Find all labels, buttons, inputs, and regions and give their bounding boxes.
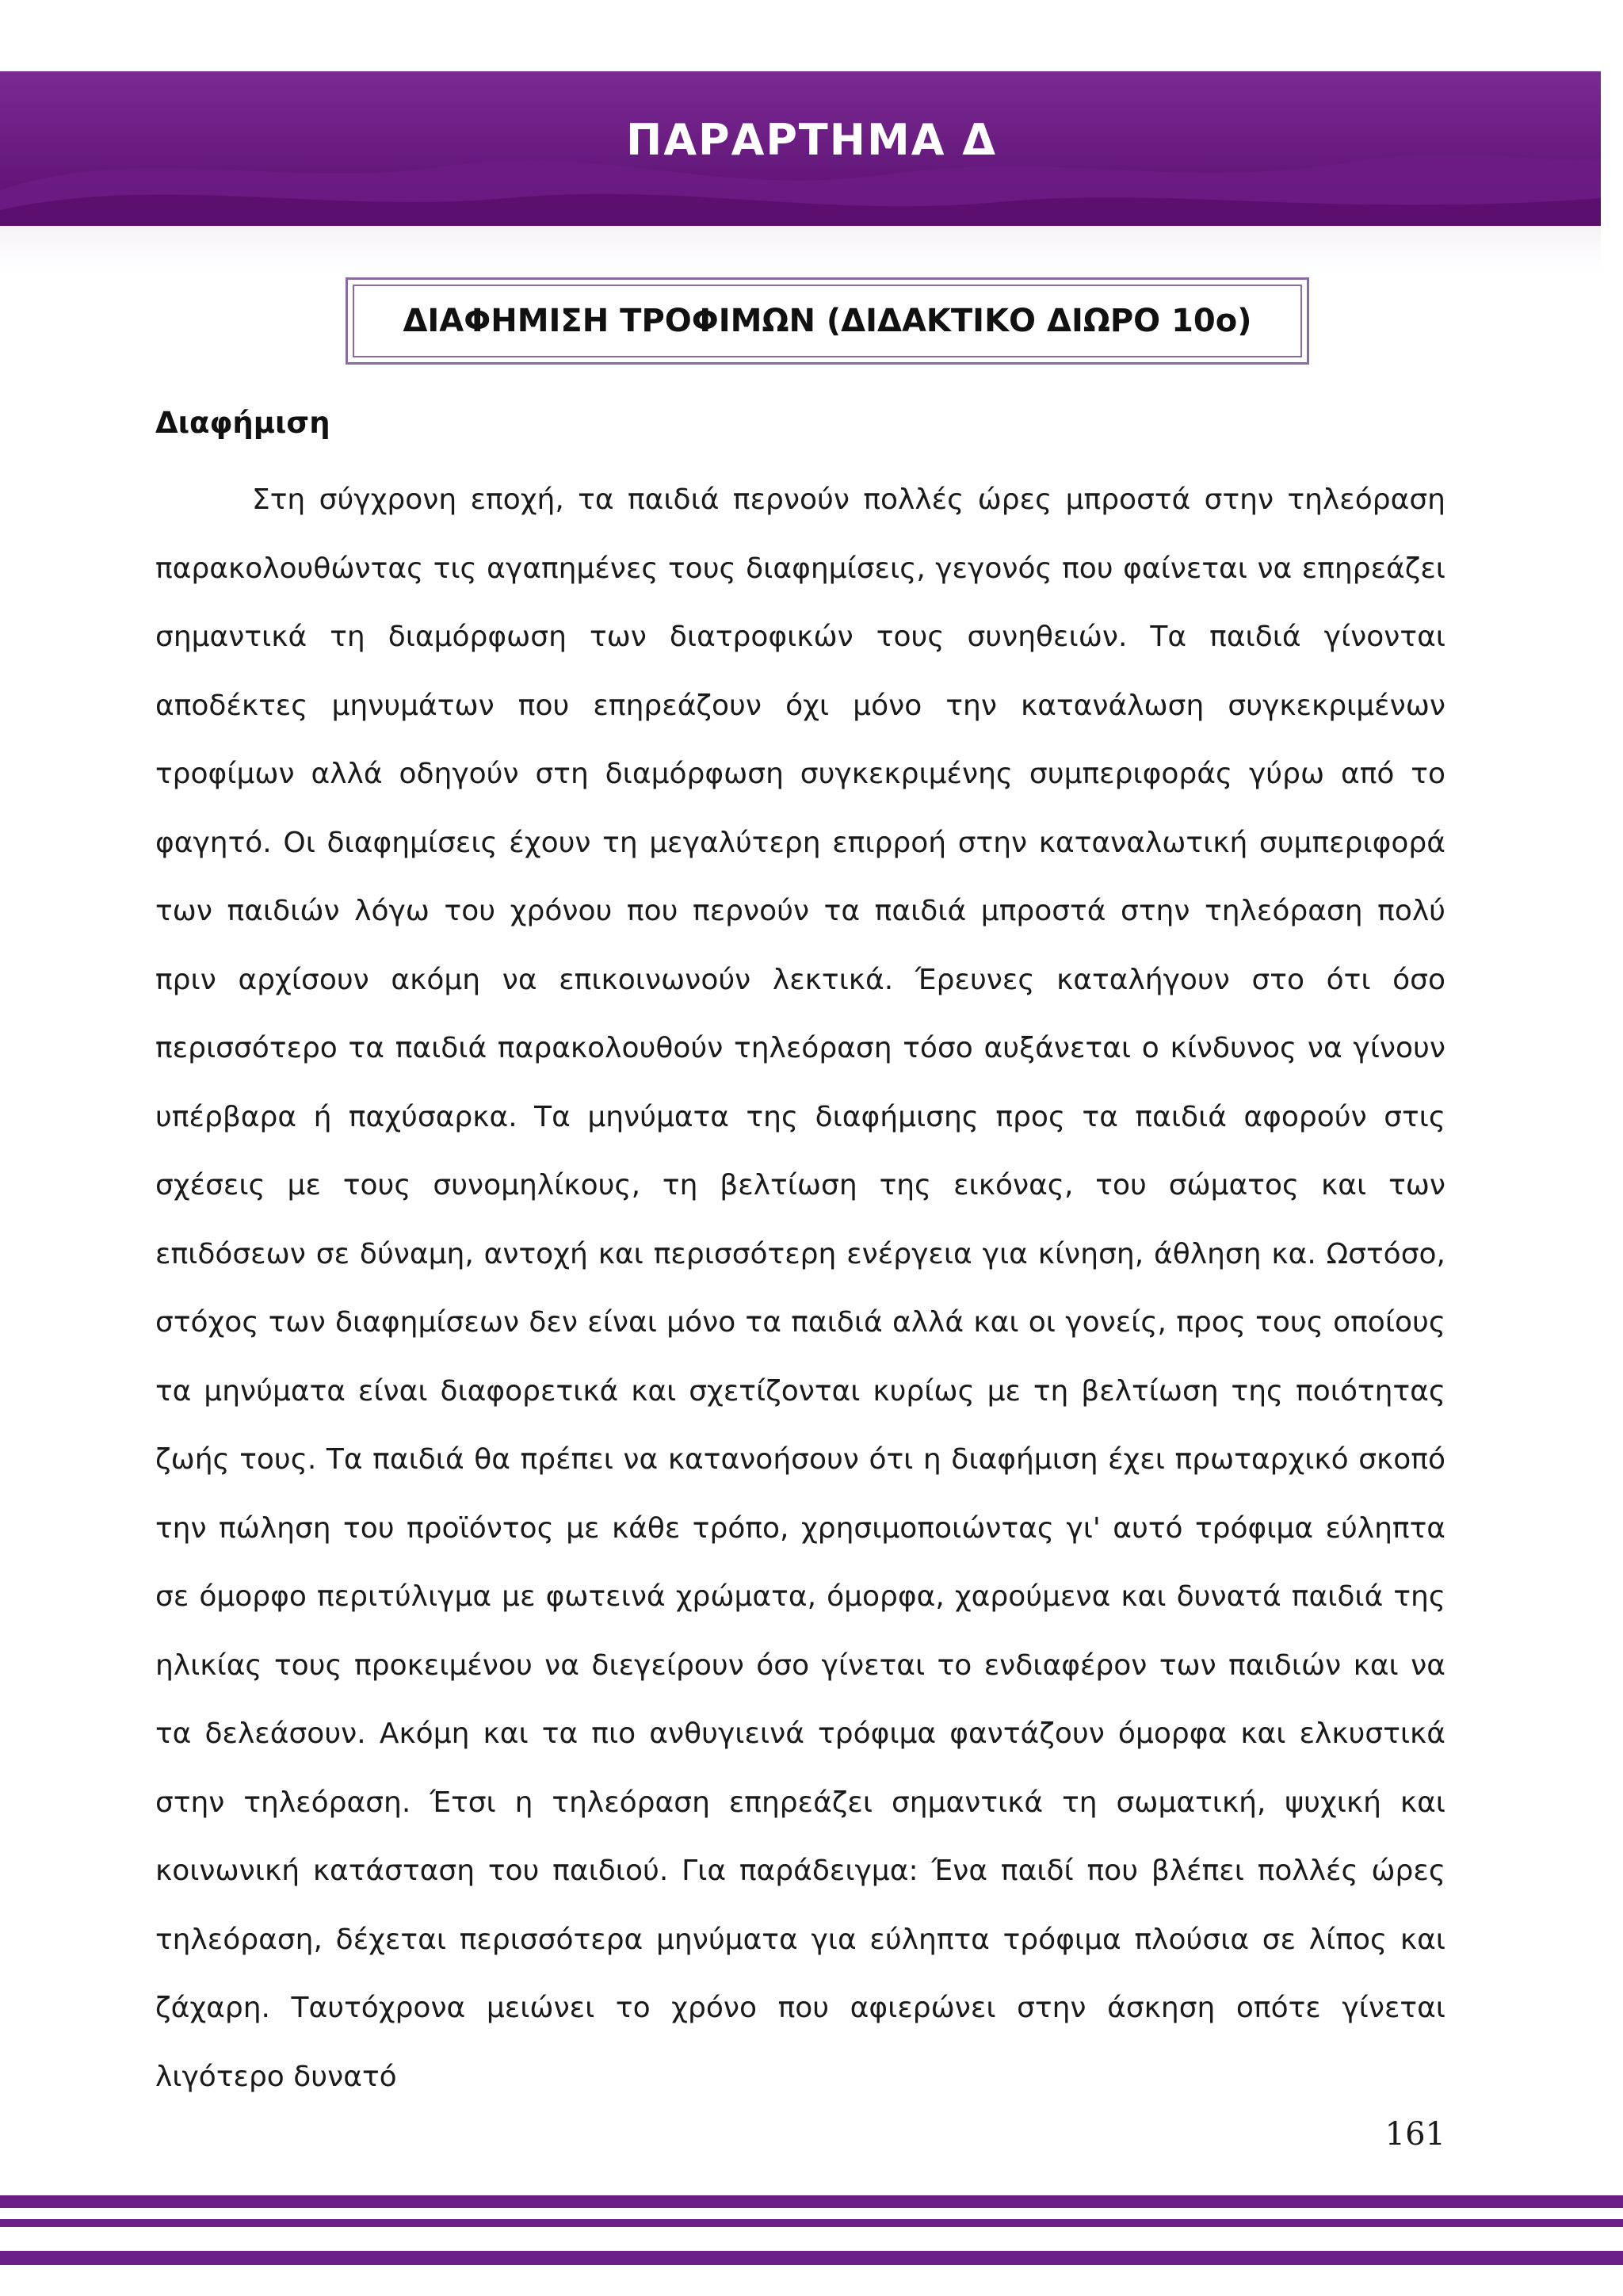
header-fade xyxy=(0,226,1601,273)
header-banner xyxy=(0,71,1601,226)
footer-divider-line xyxy=(0,2251,1623,2265)
page-number: 161 xyxy=(1384,2116,1445,2153)
section-title-box xyxy=(346,277,1309,365)
body-paragraph: Στη σύγχρονη εποχή, τα παιδιά περνούν πολλές ώρες μπροστά στην τηλεόραση παρακολουθώντας τις αγαπημένες τους διαφημίσεις, γεγονός που φαίνεται να επηρεάζει σημαντικά τη διαμόρφωση των διατροφικών τους συνηθειών. Τα παιδιά γίνονται αποδέκτες μηνυμάτων που επηρεάζουν όχι μόνο την κατανάλωση συγκεκριμένων τροφίμων αλλά οδηγούν στη διαμόρφωση συγκεκριμένης συμπεριφοράς γύρω από το φαγητό. Οι διαφημίσεις έχουν τη μεγαλύτερη επιρροή στην καταναλωτική συμπεριφορά των παιδιών λόγω του χρόνου που περνούν τα παιδιά μπροστά στην τηλεόραση πολύ πριν αρχίσουν ακόμη να επικοινωνούν λεκτικά. Έρευνες καταλήγουν στο ότι όσο περισσότερο τα παιδιά παρακολουθούν τηλεόραση τόσο αυξάνεται ο κίνδυνος να γίνουν υπέρβαρα ή παχύσαρκα. Τα μηνύματα της διαφήμισης προς τα παιδιά αφορούν στις σχέσεις με τους συνομηλίκους, τη βελτίωση της εικόνας, του σώματος και των επιδόσεων σε δύναμη, αντοχή και περισσότερη ενέργεια για κίνηση, άθληση κα. Ωστόσο, στόχος των διαφημίσεων δεν είναι μόνο τα παιδιά αλλά και οι γονείς, προς τους οποίους τα μηνύματα είναι διαφορετικά και σχετίζονται κυρίως με τη βελτίωση της ποιότητας ζωής τους. Τα παιδιά θα πρέπει να κατανοήσουν ότι η διαφήμιση έχει πρωταρχικό σκοπό την πώληση του προϊόντος με κάθε τρόπο, χρησιμοποιώντας γι' αυτό τρόφιμα εύληπτα σε όμορφο περιτύλιγμα με φωτεινά χρώματα, όμορφα, χαρούμενα και δυνατά παιδιά της ηλικίας τους προκειμένου να διεγείρουν όσο γίνεται το ενδιαφέρον των παιδιών και να τα δελεάσουν. Ακόμη και τα πιο ανθυγιεινά τρόφιμα φαντάζουν όμορφα και ελκυστικά στην τηλεόραση. Έτσι η τηλεόραση επηρεάζει σημαντικά τη σωματική, ψυχική και κοινωνική κατάσταση του παιδιού. Για παράδειγμα: Ένα παιδί που βλέπει πολλές ώρες τηλεόραση, δέχεται περισσότερα μηνύματα για εύληπτα τρόφιμα πλούσια σε λίπος και ζάχαρη. Ταυτόχρονα μειώνει το χρόνο που αφιερώνει στην άσκηση οπότε γίνεται λιγότερο δυνατό xyxy=(155,483,1445,2093)
subheading: Διαφήμιση xyxy=(155,406,330,440)
footer-divider-line xyxy=(0,2195,1623,2208)
body-text xyxy=(155,466,1445,2111)
section-title: ΔΙΑΦΗΜΙΣΗ ΤΡΟΦΙΜΩΝ (ΔΙΔΑΚΤΙΚΟ ΔΙΩΡΟ 10ο) xyxy=(353,285,1302,357)
footer-divider-line xyxy=(0,2219,1623,2227)
appendix-title-text: ΠΑΡΑΡΤΗΜΑ Δ xyxy=(626,115,998,165)
